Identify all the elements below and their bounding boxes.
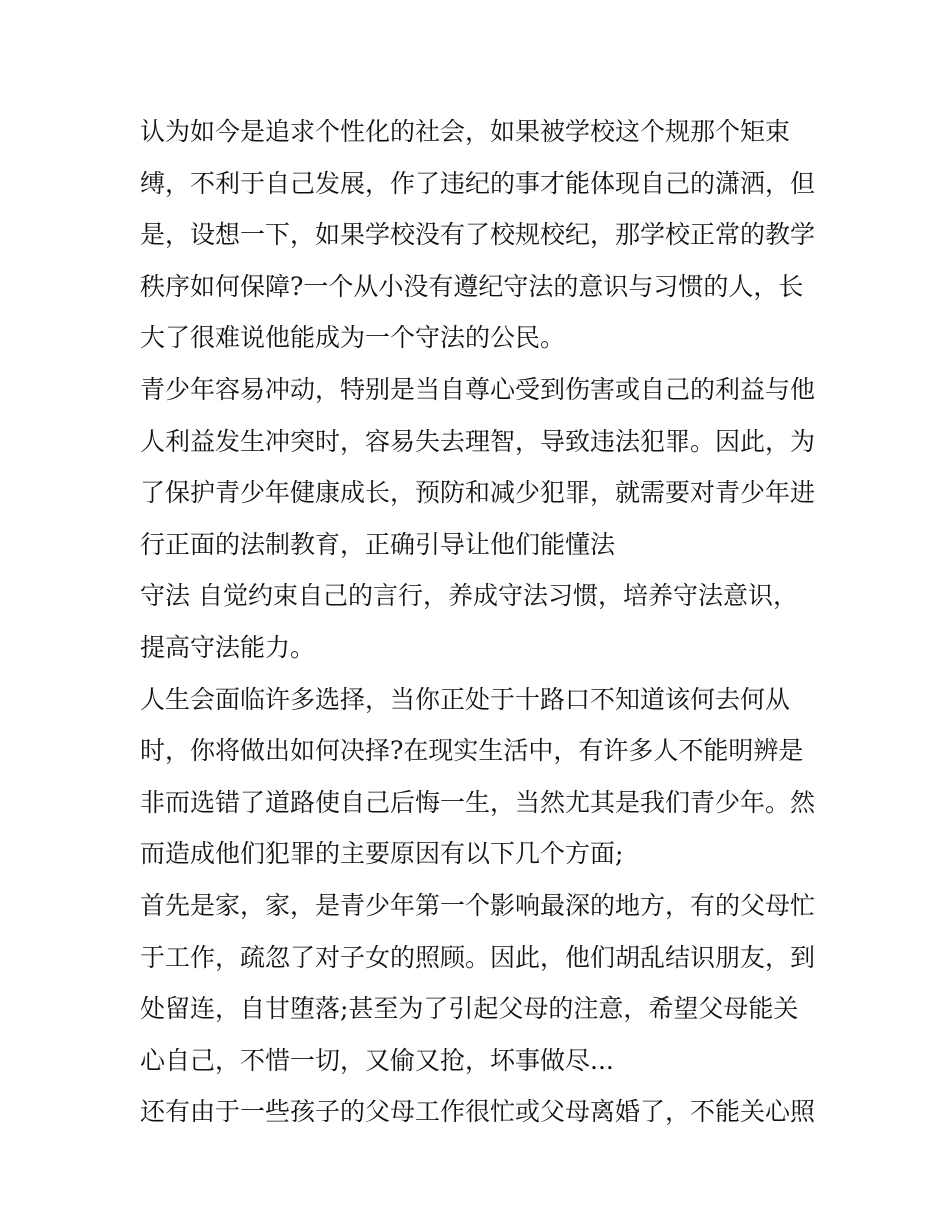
text-line: 认为如今是追求个性化的社会，如果被学校这个规那个矩束	[140, 117, 791, 146]
text-line: 于工作，疏忽了对子女的照顾。因此，他们胡乱结识朋友，到	[140, 942, 816, 972]
text-line: 时，你将做出如何决择?在现实生活中，有许多人不能明辨是	[140, 736, 804, 766]
text-line: 而造成他们犯罪的主要原因有以下几个方面;	[140, 839, 624, 869]
text-line: 心自己，不惜一切，又偷又抢，坏事做尽...	[140, 1045, 614, 1075]
text-line: 提高守法能力。	[140, 632, 316, 662]
text-line: 人利益发生冲突时，容易失去理智，导致违法犯罪。因此，为	[140, 426, 816, 456]
text-line: 还有由于一些孩子的父母工作很忙或父母离婚了，不能关心照	[140, 1097, 816, 1127]
text-line: 首先是家，家，是青少年第一个影响最深的地方，有的父母忙	[140, 890, 816, 920]
text-line: 行正面的法制教育，正确引导让他们能懂法	[140, 529, 616, 559]
text-line: 处留连，自甘堕落;甚至为了引起父母的注意，希望父母能关	[140, 994, 799, 1024]
document-body	[140, 106, 830, 1138]
text-line: 青少年容易冲动，特别是当自尊心受到伤害或自己的利益与他	[140, 374, 816, 404]
text-line: 人生会面临许多选择，当你正处于十路口不知道该何去何从	[140, 684, 791, 714]
text-line: 缚，不利于自己发展，作了违纪的事才能体现自己的潇洒，但	[140, 168, 816, 198]
text-line: 大了很难说他能成为一个守法的公民。	[140, 323, 566, 353]
text-line: 了保护青少年健康成长，预防和减少犯罪，就需要对青少年进	[140, 478, 816, 508]
text-line: 非而选错了道路使自己后悔一生，当然尤其是我们青少年。然	[140, 787, 816, 817]
text-line: 是，设想一下，如果学校没有了校规校纪，那学校正常的教学	[140, 220, 816, 250]
text-line: 守法 自觉约束自己的言行，养成守法习惯，培养守法意识，	[140, 581, 798, 611]
text-line: 秩序如何保障?一个从小没有遵纪守法的意识与习惯的人，长	[140, 271, 804, 301]
